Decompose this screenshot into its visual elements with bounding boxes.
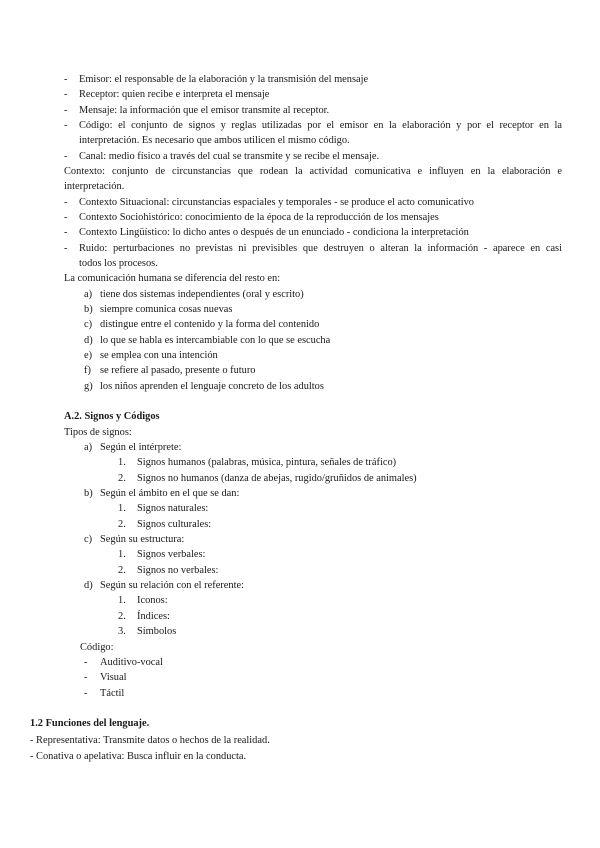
section-title-1-2: 1.2 Funciones del lenguaje. [30, 718, 150, 729]
codigo-item: Visual [100, 672, 127, 683]
group-marker: a) [84, 442, 93, 453]
bullet-dash: - [84, 672, 88, 683]
human-comm-heading: La comunicación humana se diferencia del resto en: [64, 273, 281, 284]
list-marker: g) [84, 381, 93, 392]
sub-item: Signos verbales: [137, 549, 206, 560]
context-definition-cont: interpretación. [64, 181, 125, 192]
bullet-dash: - [64, 243, 68, 254]
group-marker: d) [84, 580, 93, 591]
group-marker: c) [84, 534, 93, 545]
sub-num: 1. [118, 549, 126, 560]
sub-item: Símbolos [137, 626, 177, 637]
list-marker: a) [84, 289, 93, 300]
funcion-item: - Conativa o apelativa: Busca influir en la conducta. [30, 751, 247, 762]
sub-item: Signos culturales: [137, 519, 212, 530]
sub-num: 1. [118, 457, 126, 468]
bullet-emisor: Emisor: el responsable de la elaboración y la transmisión del mensaje [79, 74, 369, 85]
context-definition: Contexto: conjunto de circunstancias que rodean la actividad comunicativa e influyen en la elaboración e [64, 166, 562, 177]
bullet-dash: - [64, 105, 68, 116]
list-item: tiene dos sistemas independientes (oral y escrito) [100, 289, 304, 300]
context-ruido: Ruido: perturbaciones no previstas ni previsibles que destruyen o alteran la información - aparece en casi [79, 243, 562, 254]
group-marker: b) [84, 488, 93, 499]
list-item: se refiere al pasado, presente o futuro [100, 365, 256, 376]
bullet-dash: - [84, 657, 88, 668]
funcion-item: - Representativa: Transmite datos o hechos de la realidad. [30, 735, 270, 746]
sub-item: Signos no humanos (danza de abejas, rugido/gruñidos de animales) [137, 473, 417, 484]
list-marker: b) [84, 304, 93, 315]
bullet-mensaje: Mensaje: la información que el emisor transmite al receptor. [79, 105, 330, 116]
sub-num: 2. [118, 473, 126, 484]
sub-item: Signos humanos (palabras, música, pintura, señales de tráfico) [137, 457, 397, 468]
codigo-item: Táctil [100, 688, 125, 699]
bullet-codigo-cont: interpretación. Es necesario que ambos utilicen el mismo código. [79, 135, 350, 146]
sub-item: Iconos: [137, 595, 168, 606]
sub-num: 2. [118, 611, 126, 622]
sub-num: 3. [118, 626, 126, 637]
list-marker: d) [84, 335, 93, 346]
sub-num: 2. [118, 519, 126, 530]
tipos-label: Tipos de signos: [64, 427, 132, 438]
group-label: Según su estructura: [100, 534, 185, 545]
bullet-dash: - [64, 151, 68, 162]
list-marker: c) [84, 319, 93, 330]
bullet-dash: - [64, 197, 68, 208]
group-label: Según su relación con el referente: [100, 580, 244, 591]
context-situacional: Contexto Situacional: circunstancias espaciales y temporales - se produce el acto comunicativo [79, 197, 474, 208]
bullet-dash: - [64, 89, 68, 100]
bullet-dash: - [64, 227, 68, 238]
sub-num: 2. [118, 565, 126, 576]
bullet-canal: Canal: medio físico a través del cual se transmite y se recibe el mensaje. [79, 151, 380, 162]
group-label: Según el ámbito en el que se dan: [100, 488, 240, 499]
list-item: lo que se habla es intercambiable con lo que se escucha [100, 335, 331, 346]
bullet-receptor: Receptor: quien recibe e interpreta el mensaje [79, 89, 270, 100]
sub-item: Signos naturales: [137, 503, 209, 514]
list-item: distingue entre el contenido y la forma del contenido [100, 319, 320, 330]
codigo-item: Auditivo-vocal [100, 657, 163, 668]
sub-num: 1. [118, 595, 126, 606]
bullet-dash: - [64, 120, 68, 131]
list-marker: f) [84, 365, 91, 376]
list-item: los niños aprenden el lenguaje concreto de los adultos [100, 381, 324, 392]
sub-item: Índices: [137, 611, 170, 622]
context-linguistico: Contexto Lingüístico: lo dicho antes o después de un enunciado - condiciona la interpretación [79, 227, 469, 238]
bullet-dash: - [64, 212, 68, 223]
context-sociohistorico: Contexto Sociohistórico: conocimiento de la época de la reproducción de los mensajes [79, 212, 439, 223]
list-item: siempre comunica cosas nuevas [100, 304, 233, 315]
codigo-label: Código: [80, 642, 114, 653]
bullet-dash: - [64, 74, 68, 85]
list-marker: e) [84, 350, 93, 361]
bullet-dash: - [84, 688, 88, 699]
group-label: Según el intérprete: [100, 442, 182, 453]
list-item: se emplea con una intención [100, 350, 218, 361]
sub-item: Signos no verbales: [137, 565, 219, 576]
sub-num: 1. [118, 503, 126, 514]
bullet-codigo: Código: el conjunto de signos y reglas utilizadas por el emisor en la elaboración y por el receptor en la [79, 120, 562, 131]
section-title-a2: A.2. Signos y Códigos [64, 411, 160, 422]
context-ruido-cont: todos los procesos. [79, 258, 158, 269]
